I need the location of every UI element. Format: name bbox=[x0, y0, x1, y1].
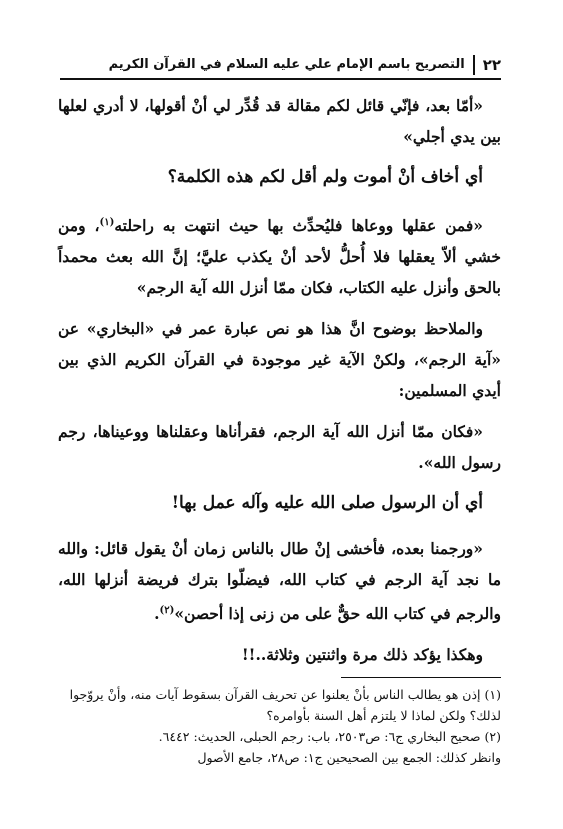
closing-paragraph: وهكذا يؤكد ذلك مرة واثنتين وثلاثة..!! bbox=[241, 645, 483, 665]
page-header bbox=[60, 52, 501, 80]
quote-paragraph-1: «أمّا بعد، فإنّي قائل لكم مقالة قد قُدِّر لي أنْ أقولها، لا أدري لعلها بين يدي أجلي» bbox=[58, 96, 501, 146]
footnote-1: (١) إذن هو يطالب الناس بأنْ يعلنوا عن تحريف القرآن بسقوط آيات منه، وأنْ يروّجوا لذلك؟ ولكن لماذا لا يلتزم أهل السنة بأوامره؟ bbox=[69, 687, 501, 723]
comment-question-1: أي أخاف أنْ أموت ولم أقل لكم هذه الكلمة؟ bbox=[167, 167, 483, 187]
quote-paragraph-2 bbox=[58, 207, 501, 303]
footnote-marker-2[interactable]: (٢) bbox=[159, 605, 175, 617]
commentary-paragraph: والملاحظ بوضوح انَّ هذا هو نص عبارة عمر في «البخاري» عن «آية الرجم»، ولكنْ الآية غير موجودة في القرآن الكريم الذي بين أيدي المسلمين: bbox=[58, 319, 501, 401]
running-title: التصريح باسم الإمام علي عليه السلام في القرآن الكريم bbox=[108, 57, 465, 72]
footnotes bbox=[58, 684, 501, 768]
body-text bbox=[58, 90, 501, 680]
footnote-2-continued: وانظر كذلك: الجمع بين الصحيحين ج١: ص٢٨، جامع الأصول bbox=[197, 750, 501, 765]
page-number: ٢٢ bbox=[473, 55, 501, 75]
footnote-2: (٢) صحيح البخاري ج٦: ص٢٥٠٣، باب: رجم الحبلى، الحديث: ٦٤٤٢. bbox=[158, 729, 501, 744]
quote-paragraph-4-part-b: . bbox=[154, 604, 160, 624]
quote-paragraph-2-part-b: ، ومن خشي ألاّ يعقلها فلا أُحلُّ لأحد أنْ يكذب عليَّ؛ إنَّ الله بعث محمداً بالحق وأنزل عليه الكتاب، فكان ممّا أنزل الله آية الرجم» bbox=[58, 216, 501, 298]
footnote-marker-1[interactable]: (١) bbox=[99, 217, 115, 228]
comment-question-2: أي أن الرسول صلى الله عليه وآله عمل بها! bbox=[171, 493, 483, 514]
quote-paragraph-4 bbox=[58, 533, 501, 629]
quote-paragraph-4-part-a: «ورجمنا بعده، فأخشى إنْ طال بالناس زمان أنْ يقول قائل: والله ما نجد آية الرجم في كتاب الله، فيضلّوا بترك فريضة أنزلها الله، والرجم في كتاب الله حقٌّ على من زنى إذا أحصن» bbox=[58, 539, 501, 624]
footnote-divider bbox=[341, 677, 501, 678]
quote-paragraph-3: «فكان ممّا أنزل الله آية الرجم، فقرأناها وعقلناها ووعيناها، رجم رسول الله». bbox=[58, 422, 501, 473]
quote-paragraph-2-part-a: «فمن عقلها ووعاها فليُحدِّث بها حيث انتهت به راحلته bbox=[114, 216, 483, 236]
